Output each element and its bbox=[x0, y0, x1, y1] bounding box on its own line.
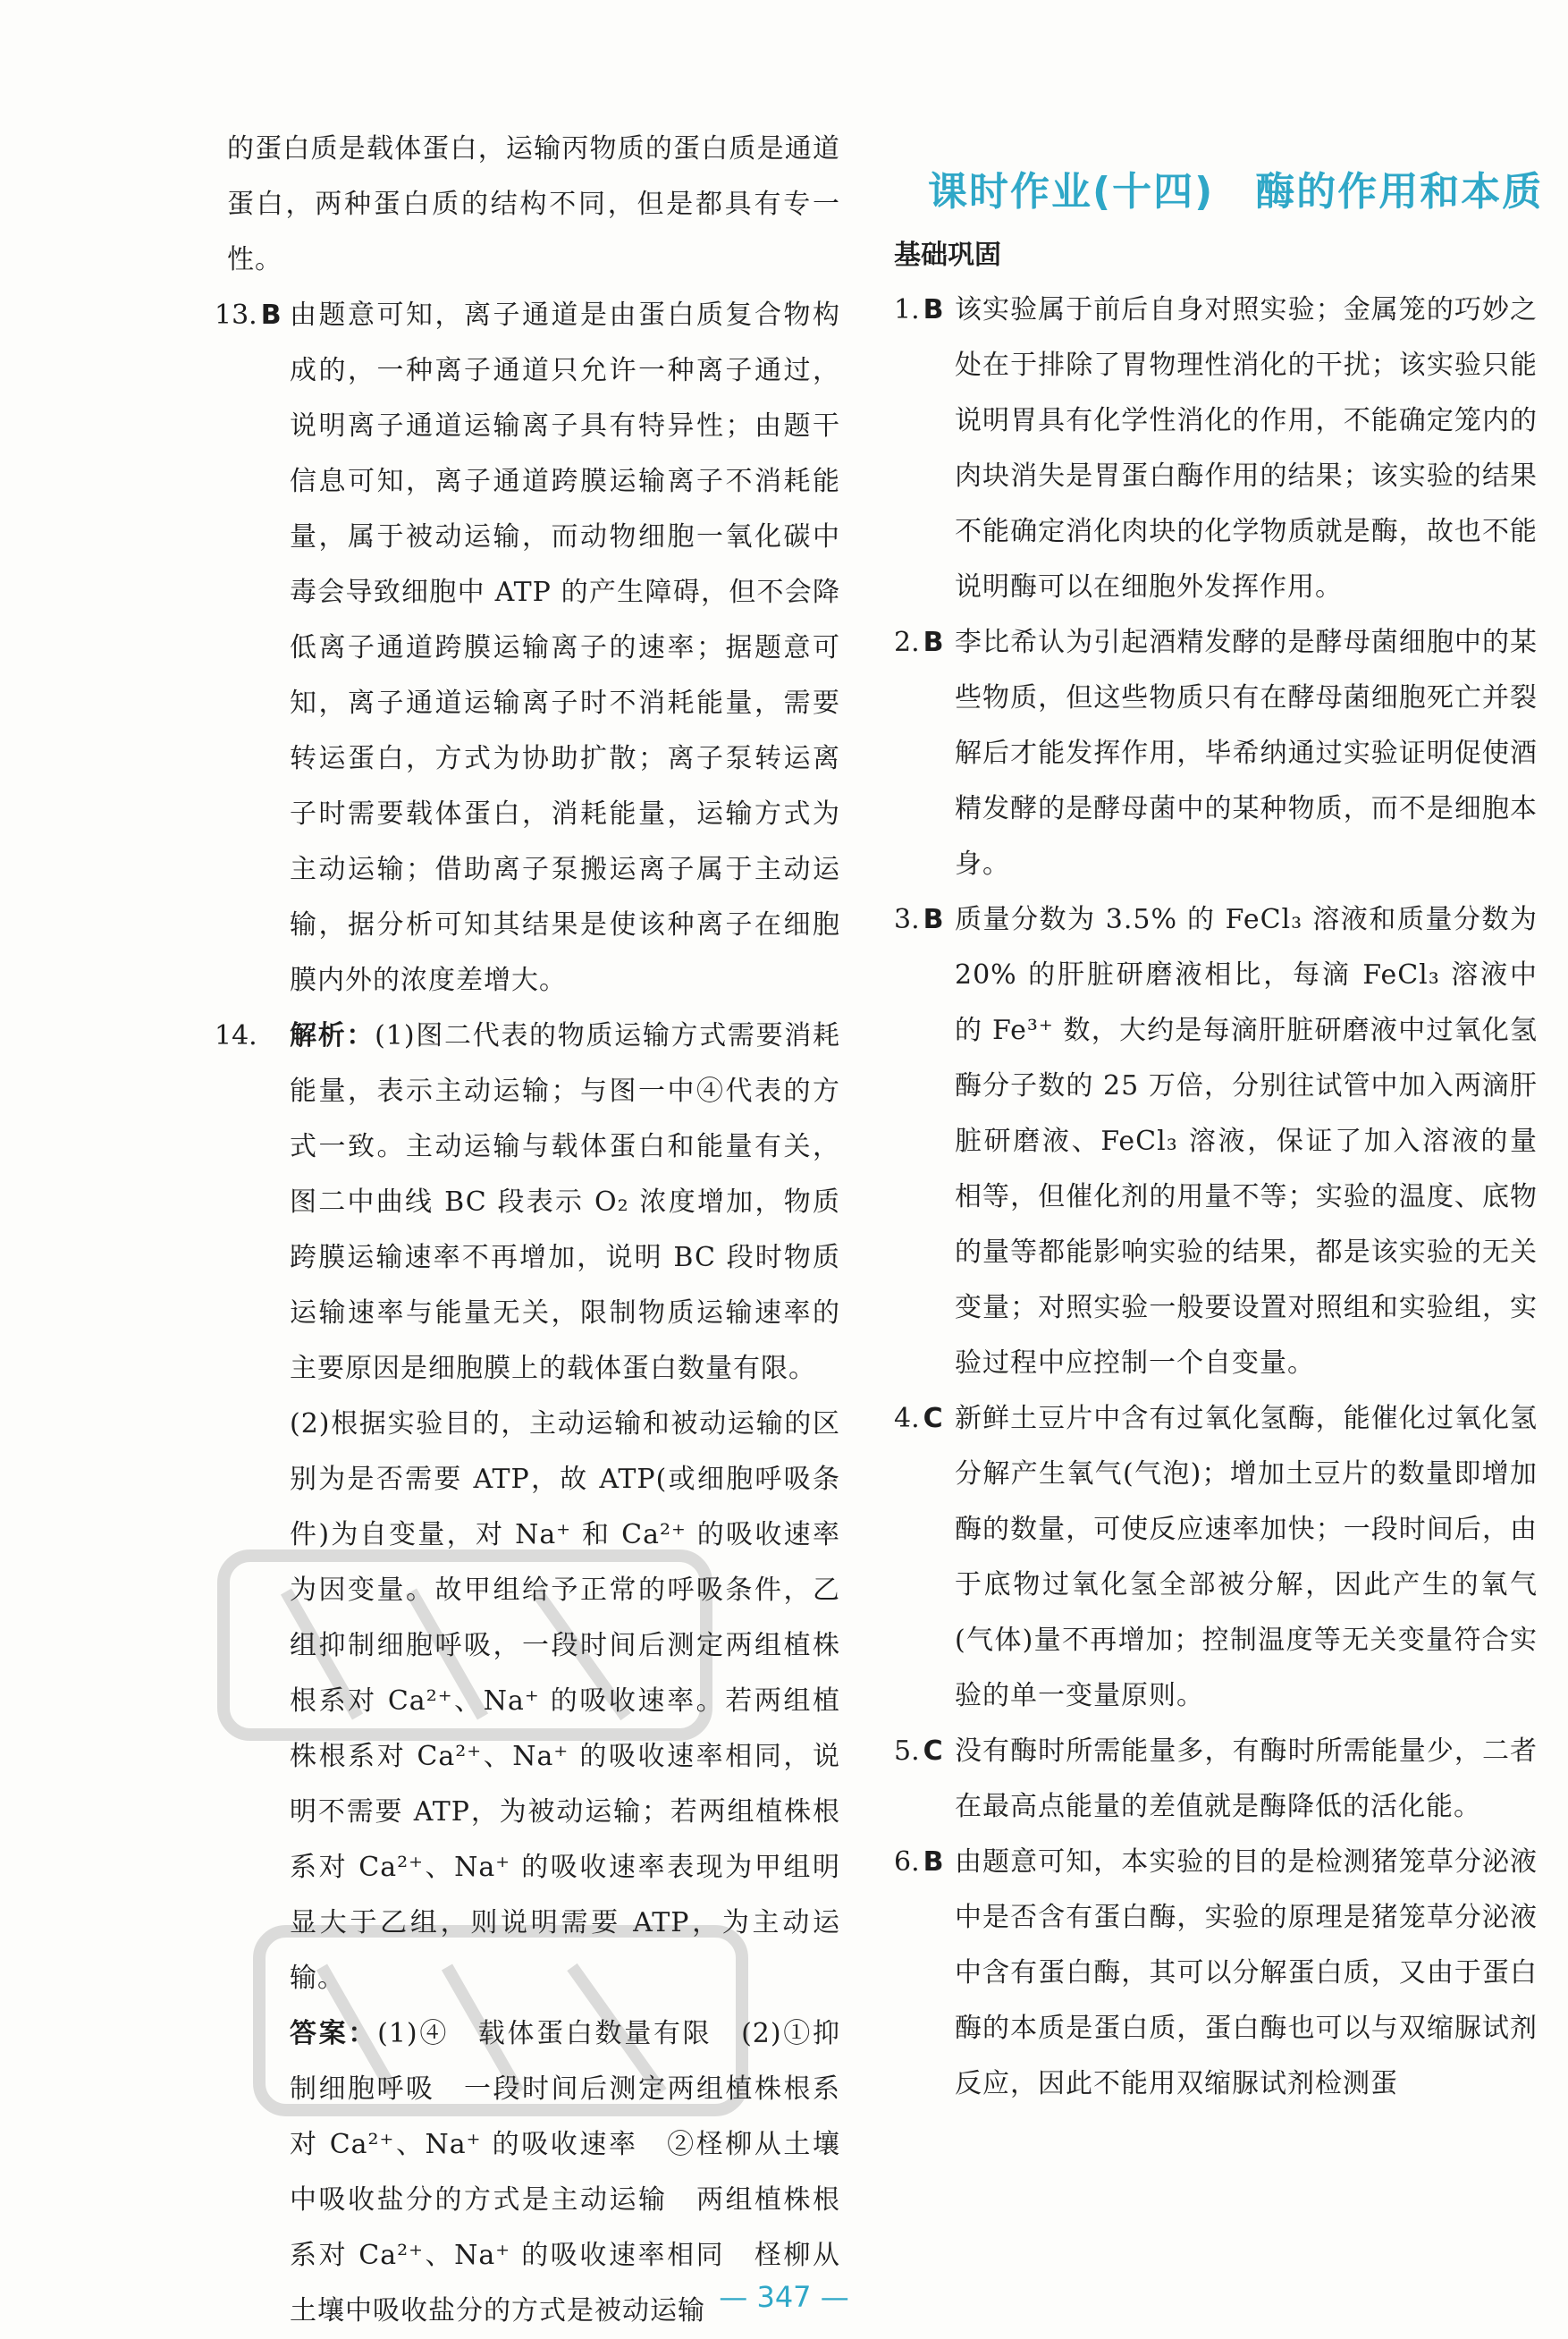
question-text: 由题意可知，离子通道是由蛋白质复合物构成的，一种离子通道只允许一种离子通过，说明离子通道运输离子具有特异性；由题干信息可知，离子通道跨膜运输离子不消耗能量，属于被动运输，而动物细胞一氧化碳中毒会导致细胞中 ATP 的产生障碍，但不会降低离子通道跨膜运输离子的速率；据题意可知，离子通道运输离子时不消耗能量，需要转运蛋白，方式为协助扩散；离子泵转运离子时需要载体蛋白，消耗能量，运输方式为主动运输；借助离子泵搬运离子属于主动运输，据分析可知其结果是使该种离子在细胞膜内外的浓度差增大。 bbox=[290, 300, 840, 996]
question-14 bbox=[215, 1009, 840, 2339]
question-text: 李比希认为引起酒精发酵的是酵母菌细胞中的某些物质，但这些物质只有在酵母菌细胞死亡并裂解后才能发挥作用，毕希纳通过实验证明促使酒精发酵的是酵母菌中的某种物质，而不是细胞本身。 bbox=[955, 627, 1538, 880]
question-text: 新鲜土豆片中含有过氧化氢酶，能催化过氧化氢分解产生氧气(气泡)；增加土豆片的数量即增加酶的数量，可使反应速率加快；一段时间后，由于底物过氧化氢全部被分解，因此产生的氧气(气体)量不再增加；控制温度等无关变量符合实验的单一变量原则。 bbox=[955, 1403, 1538, 1711]
question-number: 5. C bbox=[894, 1735, 943, 1767]
right-column bbox=[894, 159, 1538, 2112]
page-number: — 347 — bbox=[719, 2280, 849, 2314]
question-number: 6. B bbox=[894, 1846, 944, 1878]
analysis-label: 解析： bbox=[290, 1020, 375, 1051]
analysis-part1: 解析：(1)图二代表的物质运输方式需要消耗能量，表示主动运输；与图一中④代表的方式一致。主动运输与载体蛋白和能量有关，图二中曲线 BC 段表示 O₂ 浓度增加，物质跨膜运输速率不再增加，说明 BC 段时物质运输速率与能量无关，限制物质运输速率的主要原因是细胞膜上的载体蛋白数量有限。 bbox=[290, 1020, 841, 1384]
question-3 bbox=[894, 892, 1538, 1391]
intro-paragraph: 的蛋白质是载体蛋白，运输丙物质的蛋白质是通道蛋白，两种蛋白质的结构不同，但是都具有专一性。 bbox=[227, 133, 840, 275]
question-4 bbox=[894, 1391, 1538, 1724]
question-1 bbox=[894, 283, 1538, 615]
question-5 bbox=[894, 1724, 1538, 1835]
answer: 答案：(1)④ 载体蛋白数量有限 (2)①抑制细胞呼吸 一段时间后测定两组植株根系对 Ca²⁺、Na⁺ 的吸收速率 ②柽柳从土壤中吸收盐分的方式是主动运输 两组植株根系对 Ca²⁺、Na⁺ 的吸收速率相同 柽柳从土壤中吸收盐分的方式是被动运输 bbox=[290, 2018, 840, 2326]
page-title: 课时作业(十四) 酶的作用和本质 bbox=[928, 169, 1544, 215]
question-text: 没有酶时所需能量多，有酶时所需能量少，二者在最高点能量的差值就是酶降低的活化能。 bbox=[955, 1735, 1538, 1822]
question-6 bbox=[894, 1835, 1538, 2112]
analysis-part2: (2)根据实验目的，主动运输和被动运输的区别为是否需要 ATP，故 ATP(或细胞呼吸条件)为自变量，对 Na⁺ 和 Ca²⁺ 的吸收速率为因变量。故甲组给予正常的呼吸条件，乙组抑制细胞呼吸，一段时间后测定两组植株根系对 Ca²⁺、Na⁺ 的吸收速率。若两组植株根系对 Ca²⁺、Na⁺ 的吸收速率相同，说明不需要 ATP，为被动运输；若两组植株根系对 Ca²⁺、Na⁺ 的吸收速率表现为甲组明显大于乙组，则说明需要 ATP，为主动运输。 bbox=[290, 1408, 840, 1994]
question-number: 14. bbox=[215, 1020, 257, 1051]
question-number: 1. B bbox=[894, 294, 944, 325]
question-number: 4. C bbox=[894, 1403, 943, 1434]
question-number: 3. B bbox=[894, 904, 944, 935]
question-number: 13. B bbox=[215, 300, 282, 331]
question-number: 2. B bbox=[894, 627, 944, 658]
answer-label: 答案： bbox=[290, 2018, 378, 2049]
question-text: 质量分数为 3.5% 的 FeCl₃ 溶液和质量分数为 20% 的肝脏研磨液相比，每滴 FeCl₃ 溶液中的 Fe³⁺ 数，大约是每滴肝脏研磨液中过氧化氢酶分子数的 25 万倍，分别往试管中加入两滴肝脏研磨液、FeCl₃ 溶液，保证了加入溶液的量相等，但催化剂的用量不等；实验的温度、底物的量等都能影响实验的结果，都是该实验的无关变量；对照实验一般要设置对照组和实验组，实验过程中应控制一个自变量。 bbox=[955, 904, 1538, 1379]
left-column bbox=[215, 122, 840, 2339]
section-heading: 基础巩固 bbox=[894, 240, 1001, 271]
question-13 bbox=[215, 288, 840, 1009]
question-2 bbox=[894, 615, 1538, 892]
question-text: 该实验属于前后自身对照实验；金属笼的巧妙之处在于排除了胃物理性消化的干扰；该实验只能说明胃具有化学性消化的作用，不能确定笼内的肉块消失是胃蛋白酶作用的结果；该实验的结果不能确定消化肉块的化学物质就是酶，故也不能说明酶可以在细胞外发挥作用。 bbox=[955, 294, 1538, 603]
question-text: 由题意可知，本实验的目的是检测猪笼草分泌液中是否含有蛋白酶，实验的原理是猪笼草分泌液中含有蛋白酶，其可以分解蛋白质，又由于蛋白酶的本质是蛋白质，蛋白酶也可以与双缩脲试剂反应，因此不能用双缩脲试剂检测蛋 bbox=[955, 1846, 1538, 2099]
